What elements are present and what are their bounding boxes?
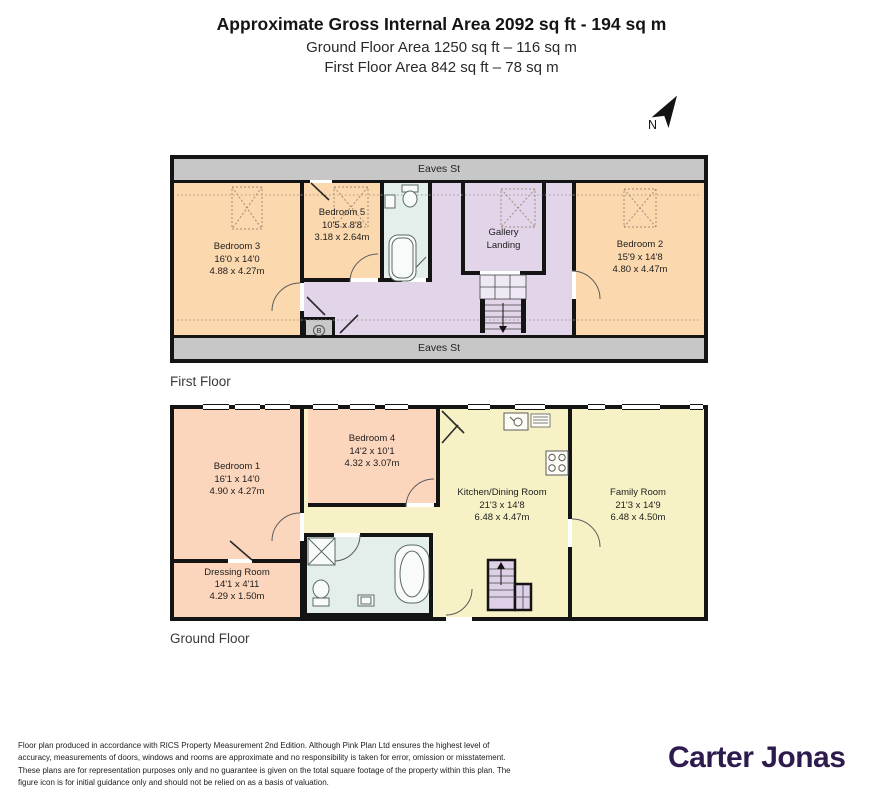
room-dims-metric: 4.29 x 1.50m	[209, 591, 265, 602]
first-floor-label: First Floor	[170, 374, 231, 389]
north-arrow-icon	[643, 90, 703, 140]
room-dims-imperial: 14'2 x 10'1	[349, 445, 395, 457]
window-marker	[690, 404, 703, 410]
room-dims-metric: 4.80 x 4.47m	[612, 264, 668, 275]
first-floor-plan	[170, 155, 708, 363]
window-marker	[622, 404, 660, 410]
room-label-bedroom5	[304, 207, 380, 245]
room-dims-imperial: 21'3 x 14'8	[479, 499, 525, 511]
room-label-bedroom3	[174, 241, 300, 279]
room-dims-imperial: 16'1 x 14'0	[214, 473, 260, 485]
room-label-family-room	[572, 487, 704, 525]
room-name: Family Room	[610, 487, 666, 498]
room-dims-metric: 3.18 x 2.64m	[314, 232, 370, 243]
kitchen-sink-icon	[504, 413, 528, 430]
room-dims-metric: 6.48 x 4.50m	[610, 512, 666, 523]
room-label-kitchen-dining	[436, 487, 568, 525]
drainer-icon	[531, 414, 550, 427]
window-marker	[235, 404, 260, 410]
north-label: N	[648, 118, 658, 132]
hob-icon	[546, 451, 568, 475]
disclaimer-text: Floor plan produced in accordance with RICS Property Measurement 2nd Edition. Although Pink Plan Ltd ensures the highest level of accuracy, measurements of doors, windows and rooms are approximate and no responsibility is taken for error, omission or misstatement. These plans are for representation purposes only and no guarantee is given on the total square footage of the property within this plan. The figure icon is for initial guidance only and should not be relied on as a basis of valuation.	[18, 741, 511, 788]
ground-floor-plan	[170, 405, 708, 621]
room-bathroom-first	[384, 183, 432, 282]
boiler-cupboard	[303, 317, 335, 335]
window-marker	[350, 404, 375, 410]
eaves-band-top	[174, 159, 704, 183]
staircase-down	[480, 275, 526, 333]
door-opening	[446, 617, 472, 621]
window-marker	[265, 404, 290, 410]
room-dims-metric: 4.88 x 4.27m	[209, 266, 265, 277]
room-name: Bedroom 2	[616, 239, 664, 250]
eaves-label: Eaves St	[417, 342, 461, 354]
room-label-bedroom4	[308, 433, 436, 471]
staircase-up	[488, 560, 531, 610]
room-name: Bedroom 4	[348, 433, 396, 444]
room-dims-metric: 6.48 x 4.47m	[474, 512, 530, 523]
room-dims-imperial: 15'9 x 14'8	[617, 251, 663, 263]
window-marker	[313, 404, 338, 410]
room-name: Landing	[486, 239, 521, 251]
room-name: Bedroom 1	[213, 461, 261, 472]
eaves-label: Eaves St	[417, 163, 461, 175]
window-marker	[468, 404, 490, 410]
room-dims-imperial: 14'1 x 4'11	[214, 579, 260, 590]
boiler-label: B	[313, 325, 324, 336]
room-dims-imperial: 16'0 x 14'0	[214, 253, 260, 265]
window-marker	[515, 404, 545, 410]
first-floor-rooms	[174, 183, 704, 335]
carter-jonas-logo: Carter Jonas	[668, 741, 846, 774]
room-label-bedroom1	[174, 461, 300, 499]
room-name: Bedroom 5	[318, 207, 366, 218]
window-marker	[588, 404, 605, 410]
room-dims-imperial: 21'3 x 14'9	[615, 499, 661, 511]
eaves-band-bottom	[174, 335, 704, 359]
room-name: Dressing Room	[204, 567, 270, 578]
page-title: Approximate Gross Internal Area 2092 sq ft - 194 sq m	[216, 14, 667, 34]
room-label-gallery-landing	[461, 227, 546, 252]
room-name: Gallery	[488, 227, 519, 238]
room-name: Bedroom 3	[213, 241, 261, 252]
room-label-dressing	[174, 567, 300, 603]
first-floor-area: First Floor Area 842 sq ft – 78 sq m	[324, 59, 559, 76]
ground-floor-area: Ground Floor Area 1250 sq ft – 116 sq m	[306, 39, 577, 56]
room-dims-imperial: 10'5 x 8'8	[321, 219, 363, 231]
compass	[643, 90, 703, 140]
window-marker	[385, 404, 408, 410]
room-bathroom-ground	[303, 533, 433, 617]
ground-floor-label: Ground Floor	[170, 631, 250, 646]
room-name: Kitchen/Dining Room	[457, 487, 547, 498]
room-dims-metric: 4.90 x 4.27m	[209, 486, 265, 497]
header	[0, 14, 883, 78]
window-marker	[203, 404, 229, 410]
room-dims-metric: 4.32 x 3.07m	[344, 458, 400, 469]
room-label-bedroom2	[576, 239, 704, 277]
